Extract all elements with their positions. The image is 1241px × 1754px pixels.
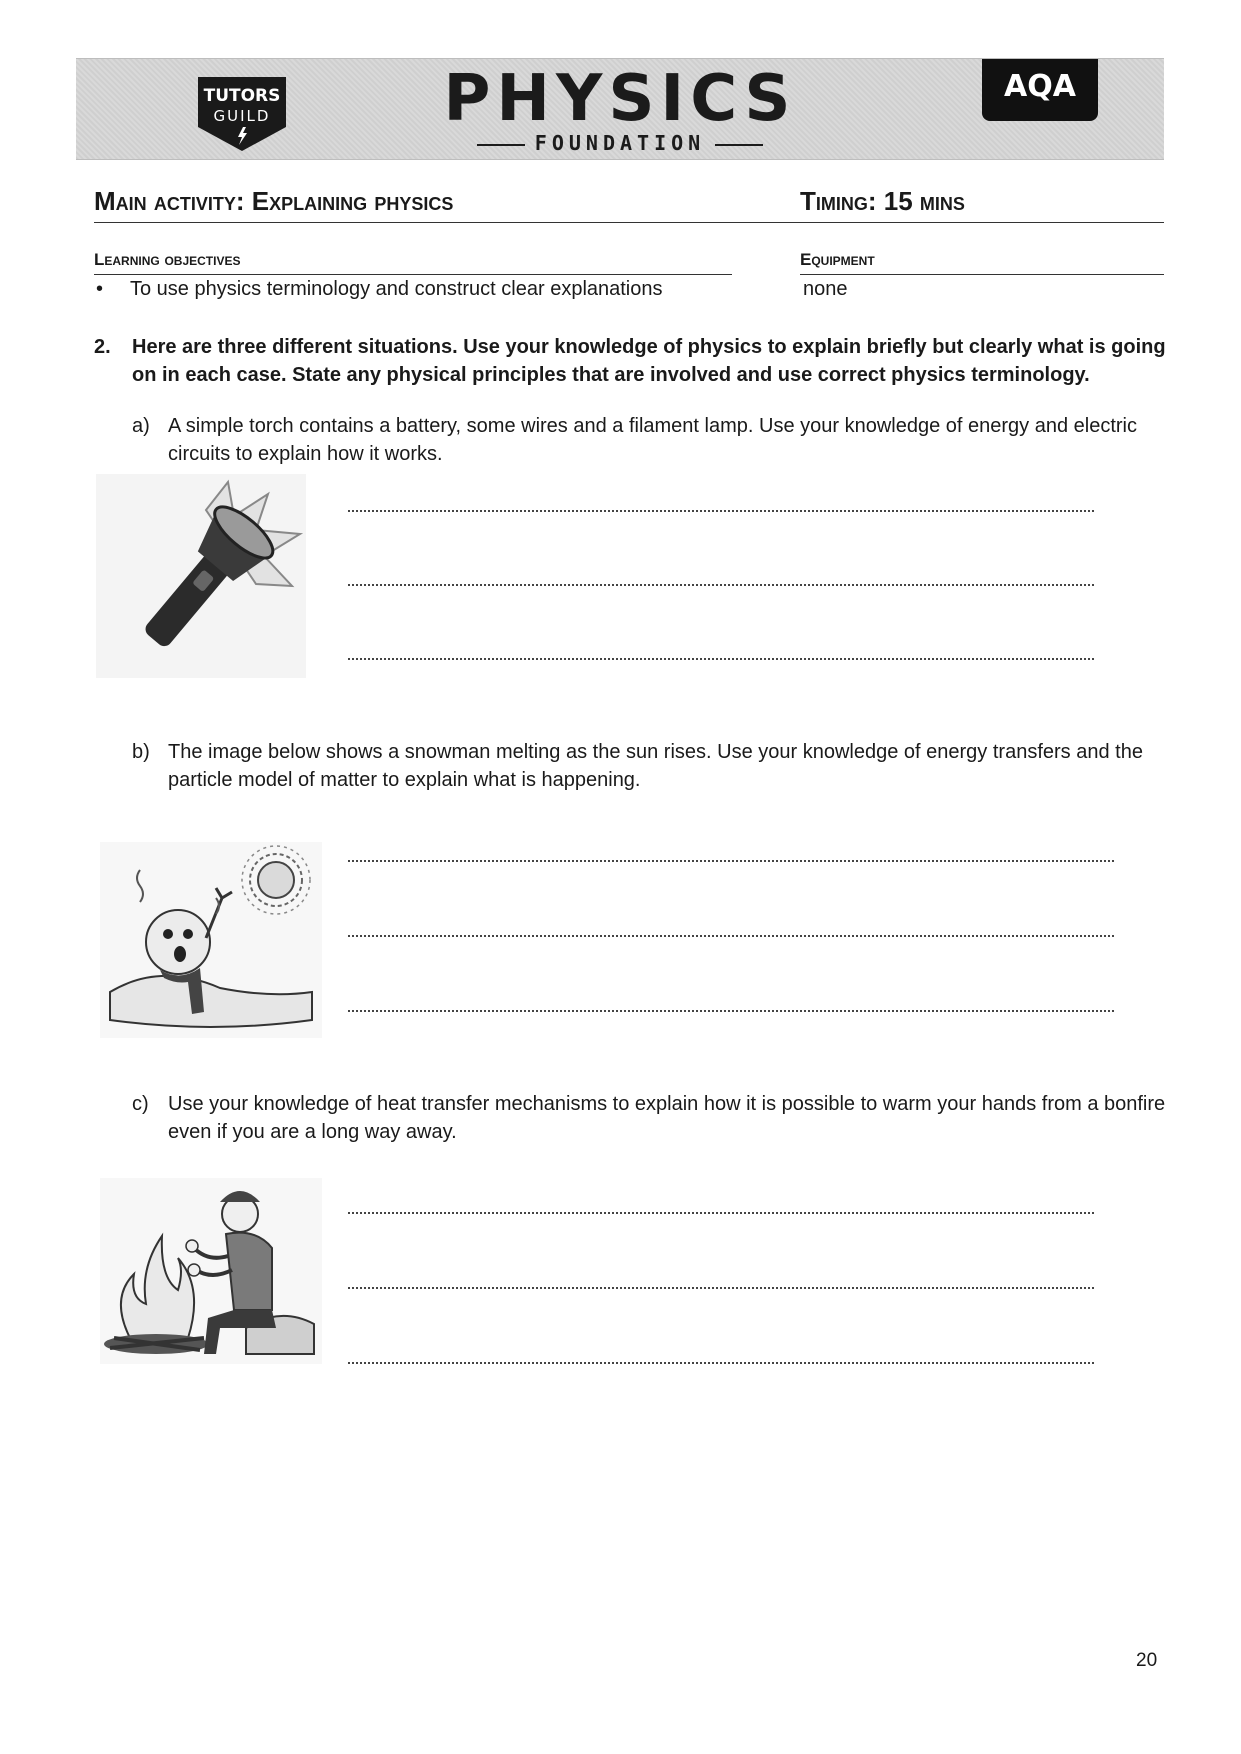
- activity-heading-row: [94, 182, 1164, 223]
- badge-line2: GUILD: [213, 107, 271, 125]
- learning-objective-item: [96, 278, 663, 301]
- learning-objectives-heading: Learning objectives: [94, 250, 732, 275]
- answer-line[interactable]: [348, 1362, 1094, 1364]
- equipment-value: none: [803, 278, 848, 300]
- header-banner: [76, 58, 1164, 160]
- part-label: c): [132, 1093, 149, 1115]
- answer-line[interactable]: [348, 584, 1094, 586]
- part-label: b): [132, 741, 150, 763]
- subtitle-rule-left: [477, 144, 525, 146]
- subject-title: PHYSICS: [443, 62, 797, 136]
- answer-line[interactable]: [348, 1212, 1094, 1214]
- answer-line[interactable]: [348, 935, 1114, 937]
- torch-illustration: [96, 474, 306, 678]
- learning-objective-text: To use physics terminology and construct clear explanations: [130, 278, 663, 300]
- answer-line[interactable]: [348, 658, 1094, 660]
- activity-timing: Timing: 15 mins: [800, 186, 965, 216]
- answer-line[interactable]: [348, 1010, 1114, 1012]
- question-2: [94, 333, 1174, 389]
- question-part-a: [132, 412, 1172, 468]
- level-subtitle: FOUNDATION: [534, 131, 706, 155]
- answer-line[interactable]: [348, 1287, 1094, 1289]
- exam-board-tag: AQA: [982, 59, 1098, 121]
- question-part-b: [132, 738, 1172, 794]
- part-label: a): [132, 415, 150, 437]
- part-text: The image below shows a snowman melting as the sun rises. Use your knowledge of energy transfers and the particle model of matter to explain what is happening.: [168, 741, 1143, 791]
- subtitle-rule-right: [715, 144, 763, 146]
- question-text: Here are three different situations. Use your knowledge of physics to explain briefly but clearly what is going on in each case. State any physical principles that are involved and use correct physics terminology.: [132, 336, 1166, 386]
- question-part-c: [132, 1090, 1172, 1146]
- bullet-icon: •: [96, 278, 104, 300]
- equipment-heading: Equipment: [800, 250, 1164, 275]
- answer-line[interactable]: [348, 510, 1094, 512]
- melting-snowman-illustration: [100, 842, 322, 1038]
- part-text: Use your knowledge of heat transfer mechanisms to explain how it is possible to warm your hands from a bonfire even if you are a long way away.: [168, 1093, 1166, 1143]
- part-text: A simple torch contains a battery, some wires and a filament lamp. Use your knowledge of energy and electric circuits to explain how it works.: [168, 415, 1137, 465]
- bonfire-illustration: [100, 1178, 322, 1364]
- badge-line1: TUTORS: [203, 86, 281, 106]
- activity-title: Main activity: Explaining physics: [94, 186, 454, 216]
- page-number: 20: [1136, 1650, 1158, 1671]
- level-subtitle-row: [76, 131, 1164, 155]
- answer-line[interactable]: [348, 860, 1114, 862]
- question-number: 2.: [94, 336, 111, 358]
